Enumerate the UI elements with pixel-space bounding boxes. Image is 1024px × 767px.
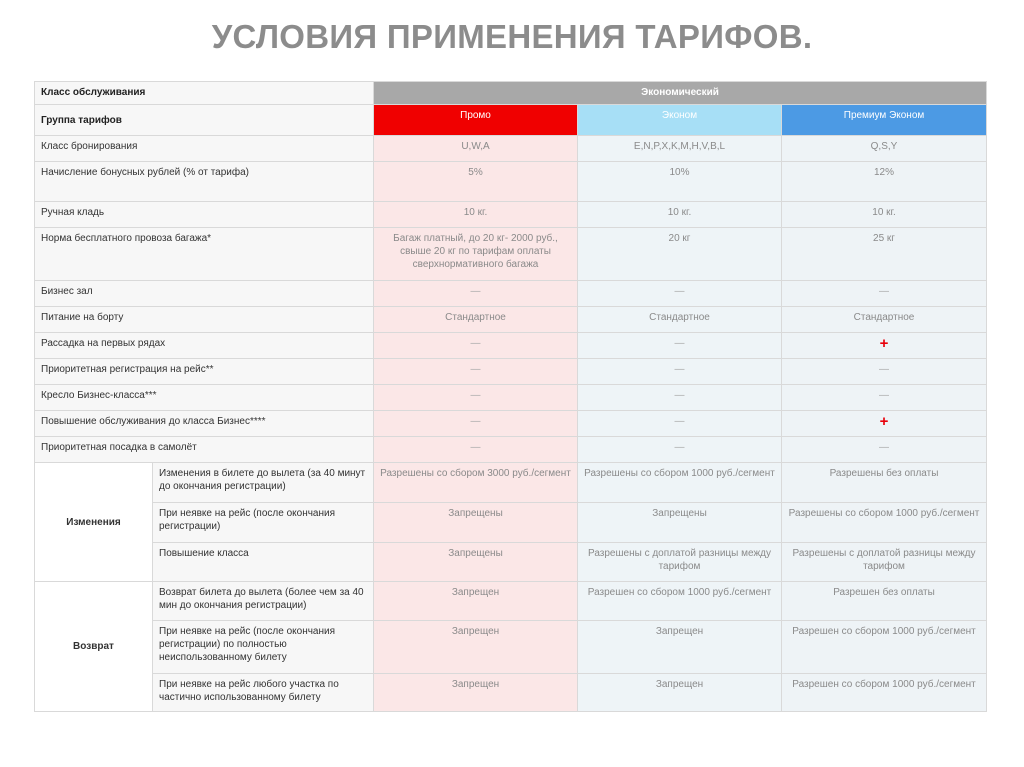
cell-value: 10 кг. <box>463 207 488 218</box>
cell-value: 12% <box>874 167 895 178</box>
table-row <box>35 385 987 411</box>
table-row <box>35 202 987 228</box>
refund-row <box>35 674 987 712</box>
cell-premium <box>782 162 987 202</box>
cell-premium <box>782 437 987 463</box>
cell-econom <box>578 503 782 543</box>
dash-icon: — <box>674 416 685 427</box>
cell-premium <box>782 281 987 307</box>
cell-value: Стандартное <box>445 312 506 323</box>
dash-icon: — <box>470 286 481 297</box>
cell-promo <box>374 162 578 202</box>
cell-econom <box>578 543 782 582</box>
cell-value: 25 кг <box>873 233 895 244</box>
cell-econom <box>578 281 782 307</box>
dash-icon: — <box>470 338 481 349</box>
cell-value: Запрещен <box>655 679 704 690</box>
cell-value: Q,S,Y <box>870 141 898 152</box>
cell-promo <box>374 582 578 621</box>
table-row <box>35 307 987 333</box>
cell-promo <box>374 503 578 543</box>
cell-value: Разрешены без оплаты <box>829 468 939 479</box>
cell-premium <box>782 333 987 359</box>
dash-icon: — <box>674 286 685 297</box>
cell-value: Разрешены со сбором 3000 руб./сегмент <box>380 468 571 479</box>
cell-value: Запрещены <box>448 508 503 519</box>
table-row <box>35 359 987 385</box>
tariff-group-header-row <box>35 105 987 136</box>
cell-promo <box>374 674 578 712</box>
cell-promo <box>374 281 578 307</box>
cell-value: 20 кг <box>668 233 691 244</box>
row-label: Питание на борту <box>35 307 374 333</box>
changes-row <box>35 543 987 582</box>
cell-econom <box>578 621 782 674</box>
cell-promo <box>374 437 578 463</box>
dash-icon: — <box>470 390 481 401</box>
dash-icon: — <box>879 286 889 297</box>
row-label: Рассадка на первых рядах <box>35 333 374 359</box>
changes-row <box>35 503 987 543</box>
cell-promo <box>374 359 578 385</box>
refund-row <box>35 582 987 621</box>
dash-icon: — <box>879 442 889 453</box>
cell-promo <box>374 385 578 411</box>
cell-value: E,N,P,X,K,M,H,V,B,L <box>633 141 726 152</box>
cell-econom <box>578 202 782 228</box>
cell-premium <box>782 463 987 503</box>
row-label: Начисление бонусных рублей (% от тарифа) <box>35 162 374 202</box>
tariff-group-econom: Эконом <box>578 105 782 136</box>
cell-promo <box>374 543 578 582</box>
cell-value: Стандартное <box>649 312 710 323</box>
table-row <box>35 437 987 463</box>
cell-promo <box>374 307 578 333</box>
row-label: Класс бронирования <box>35 136 374 162</box>
page-title: УСЛОВИЯ ПРИМЕНЕНИЯ ТАРИФОВ. <box>211 18 813 55</box>
tariff-group-premium-econom: Премиум Эконом <box>782 105 987 136</box>
dash-icon: — <box>470 364 481 375</box>
cell-premium <box>782 136 987 162</box>
cell-value: Запрещен <box>451 679 500 690</box>
cell-premium <box>782 674 987 712</box>
tariff-group-label: Группа тарифов <box>35 105 374 136</box>
dash-icon: — <box>470 442 481 453</box>
cell-premium <box>782 543 987 582</box>
cell-value: Стандартное <box>853 312 915 323</box>
row-label: Приоритетная регистрация на рейс** <box>35 359 374 385</box>
dash-icon: — <box>674 442 685 453</box>
cell-promo <box>374 202 578 228</box>
cell-econom <box>578 228 782 281</box>
cell-value: Разрешены со сбором 1000 руб./сегмент <box>788 508 980 519</box>
cell-promo <box>374 463 578 503</box>
cell-value: Разрешен со сбором 1000 руб./сегмент <box>587 587 772 598</box>
table-row <box>35 333 987 359</box>
dash-icon: — <box>470 416 481 427</box>
table-row <box>35 411 987 437</box>
cell-promo <box>374 621 578 674</box>
table-row <box>35 281 987 307</box>
service-class-label: Класс обслуживания <box>35 82 374 105</box>
row-label: Норма бесплатного провоза багажа* <box>35 228 374 281</box>
cell-value: Багаж платный, до 20 кг- 2000 руб., свыше 20 кг по тарифам оплаты сверхнормативного багажа <box>393 233 558 270</box>
changes-row <box>35 463 987 503</box>
cell-econom <box>578 437 782 463</box>
plus-icon: + <box>879 335 889 352</box>
row-label: Изменения в билете до вылета (за 40 минут до окончания регистрации) <box>153 463 374 503</box>
cell-value: Разрешен со сбором 1000 руб./сегмент <box>792 679 976 690</box>
refund-section-label: Возврат <box>35 582 153 712</box>
row-label: При неявке на рейс любого участка по частично использованному билету <box>153 674 374 712</box>
cell-econom <box>578 674 782 712</box>
table-row <box>35 162 987 202</box>
cell-value: Запрещен <box>451 626 500 637</box>
row-label: Повышение обслуживания до класса Бизнес**** <box>35 411 374 437</box>
cell-premium <box>782 582 987 621</box>
cell-premium <box>782 411 987 437</box>
service-class-value: Экономический <box>374 82 987 105</box>
cell-premium <box>782 385 987 411</box>
dash-icon: — <box>674 390 685 401</box>
cell-econom <box>578 411 782 437</box>
table-row <box>35 228 987 281</box>
cell-econom <box>578 333 782 359</box>
cell-premium <box>782 307 987 333</box>
cell-promo <box>374 228 578 281</box>
dash-icon: — <box>674 338 685 349</box>
cell-econom <box>578 463 782 503</box>
cell-value: Запрещен <box>655 626 704 637</box>
row-label: Ручная кладь <box>35 202 374 228</box>
tariff-conditions-table <box>34 81 987 712</box>
row-label: Повышение класса <box>153 543 374 582</box>
cell-premium <box>782 359 987 385</box>
cell-premium <box>782 228 987 281</box>
cell-econom <box>578 582 782 621</box>
cell-value: Разрешен без оплаты <box>833 587 935 598</box>
cell-value: Запрещены <box>652 508 707 519</box>
cell-value: Запрещены <box>448 548 503 559</box>
cell-econom <box>578 136 782 162</box>
dash-icon: — <box>879 390 889 401</box>
table-row <box>35 136 987 162</box>
cell-promo <box>374 333 578 359</box>
cell-value: Разрешены со сбором 1000 руб./сегмент <box>584 468 775 479</box>
cell-premium <box>782 202 987 228</box>
dash-icon: — <box>674 364 685 375</box>
row-label: Возврат билета до вылета (более чем за 40 мин до окончания регистрации) <box>153 582 374 621</box>
dash-icon: — <box>879 364 889 375</box>
cell-value: Разрешены с доплатой разницы между тарифом <box>792 548 976 572</box>
row-label: Приоритетная посадка в самолёт <box>35 437 374 463</box>
cell-value: 10 кг. <box>667 207 692 218</box>
cell-value: 10% <box>669 167 690 178</box>
row-label: При неявке на рейс (после окончания регистрации) по полностью неиспользованному билету <box>153 621 374 674</box>
cell-value: 5% <box>468 167 483 178</box>
service-class-header-row <box>35 82 987 105</box>
row-label: Бизнес зал <box>35 281 374 307</box>
cell-econom <box>578 162 782 202</box>
cell-premium <box>782 621 987 674</box>
cell-econom <box>578 307 782 333</box>
cell-value: U,W,A <box>461 141 490 152</box>
cell-value: Запрещен <box>451 587 500 598</box>
row-label: При неявке на рейс (после окончания регистрации) <box>153 503 374 543</box>
refund-row <box>35 621 987 674</box>
tariff-group-promo: Промо <box>374 105 578 136</box>
plus-icon: + <box>879 413 889 430</box>
changes-section-label: Изменения <box>35 463 153 582</box>
cell-premium <box>782 503 987 543</box>
cell-econom <box>578 359 782 385</box>
cell-promo <box>374 411 578 437</box>
cell-value: 10 кг. <box>872 207 896 218</box>
row-label: Кресло Бизнес-класса*** <box>35 385 374 411</box>
cell-value: Разрешены с доплатой разницы между тарифом <box>588 548 771 572</box>
cell-value: Разрешен со сбором 1000 руб./сегмент <box>792 626 976 637</box>
cell-promo <box>374 136 578 162</box>
cell-econom <box>578 385 782 411</box>
